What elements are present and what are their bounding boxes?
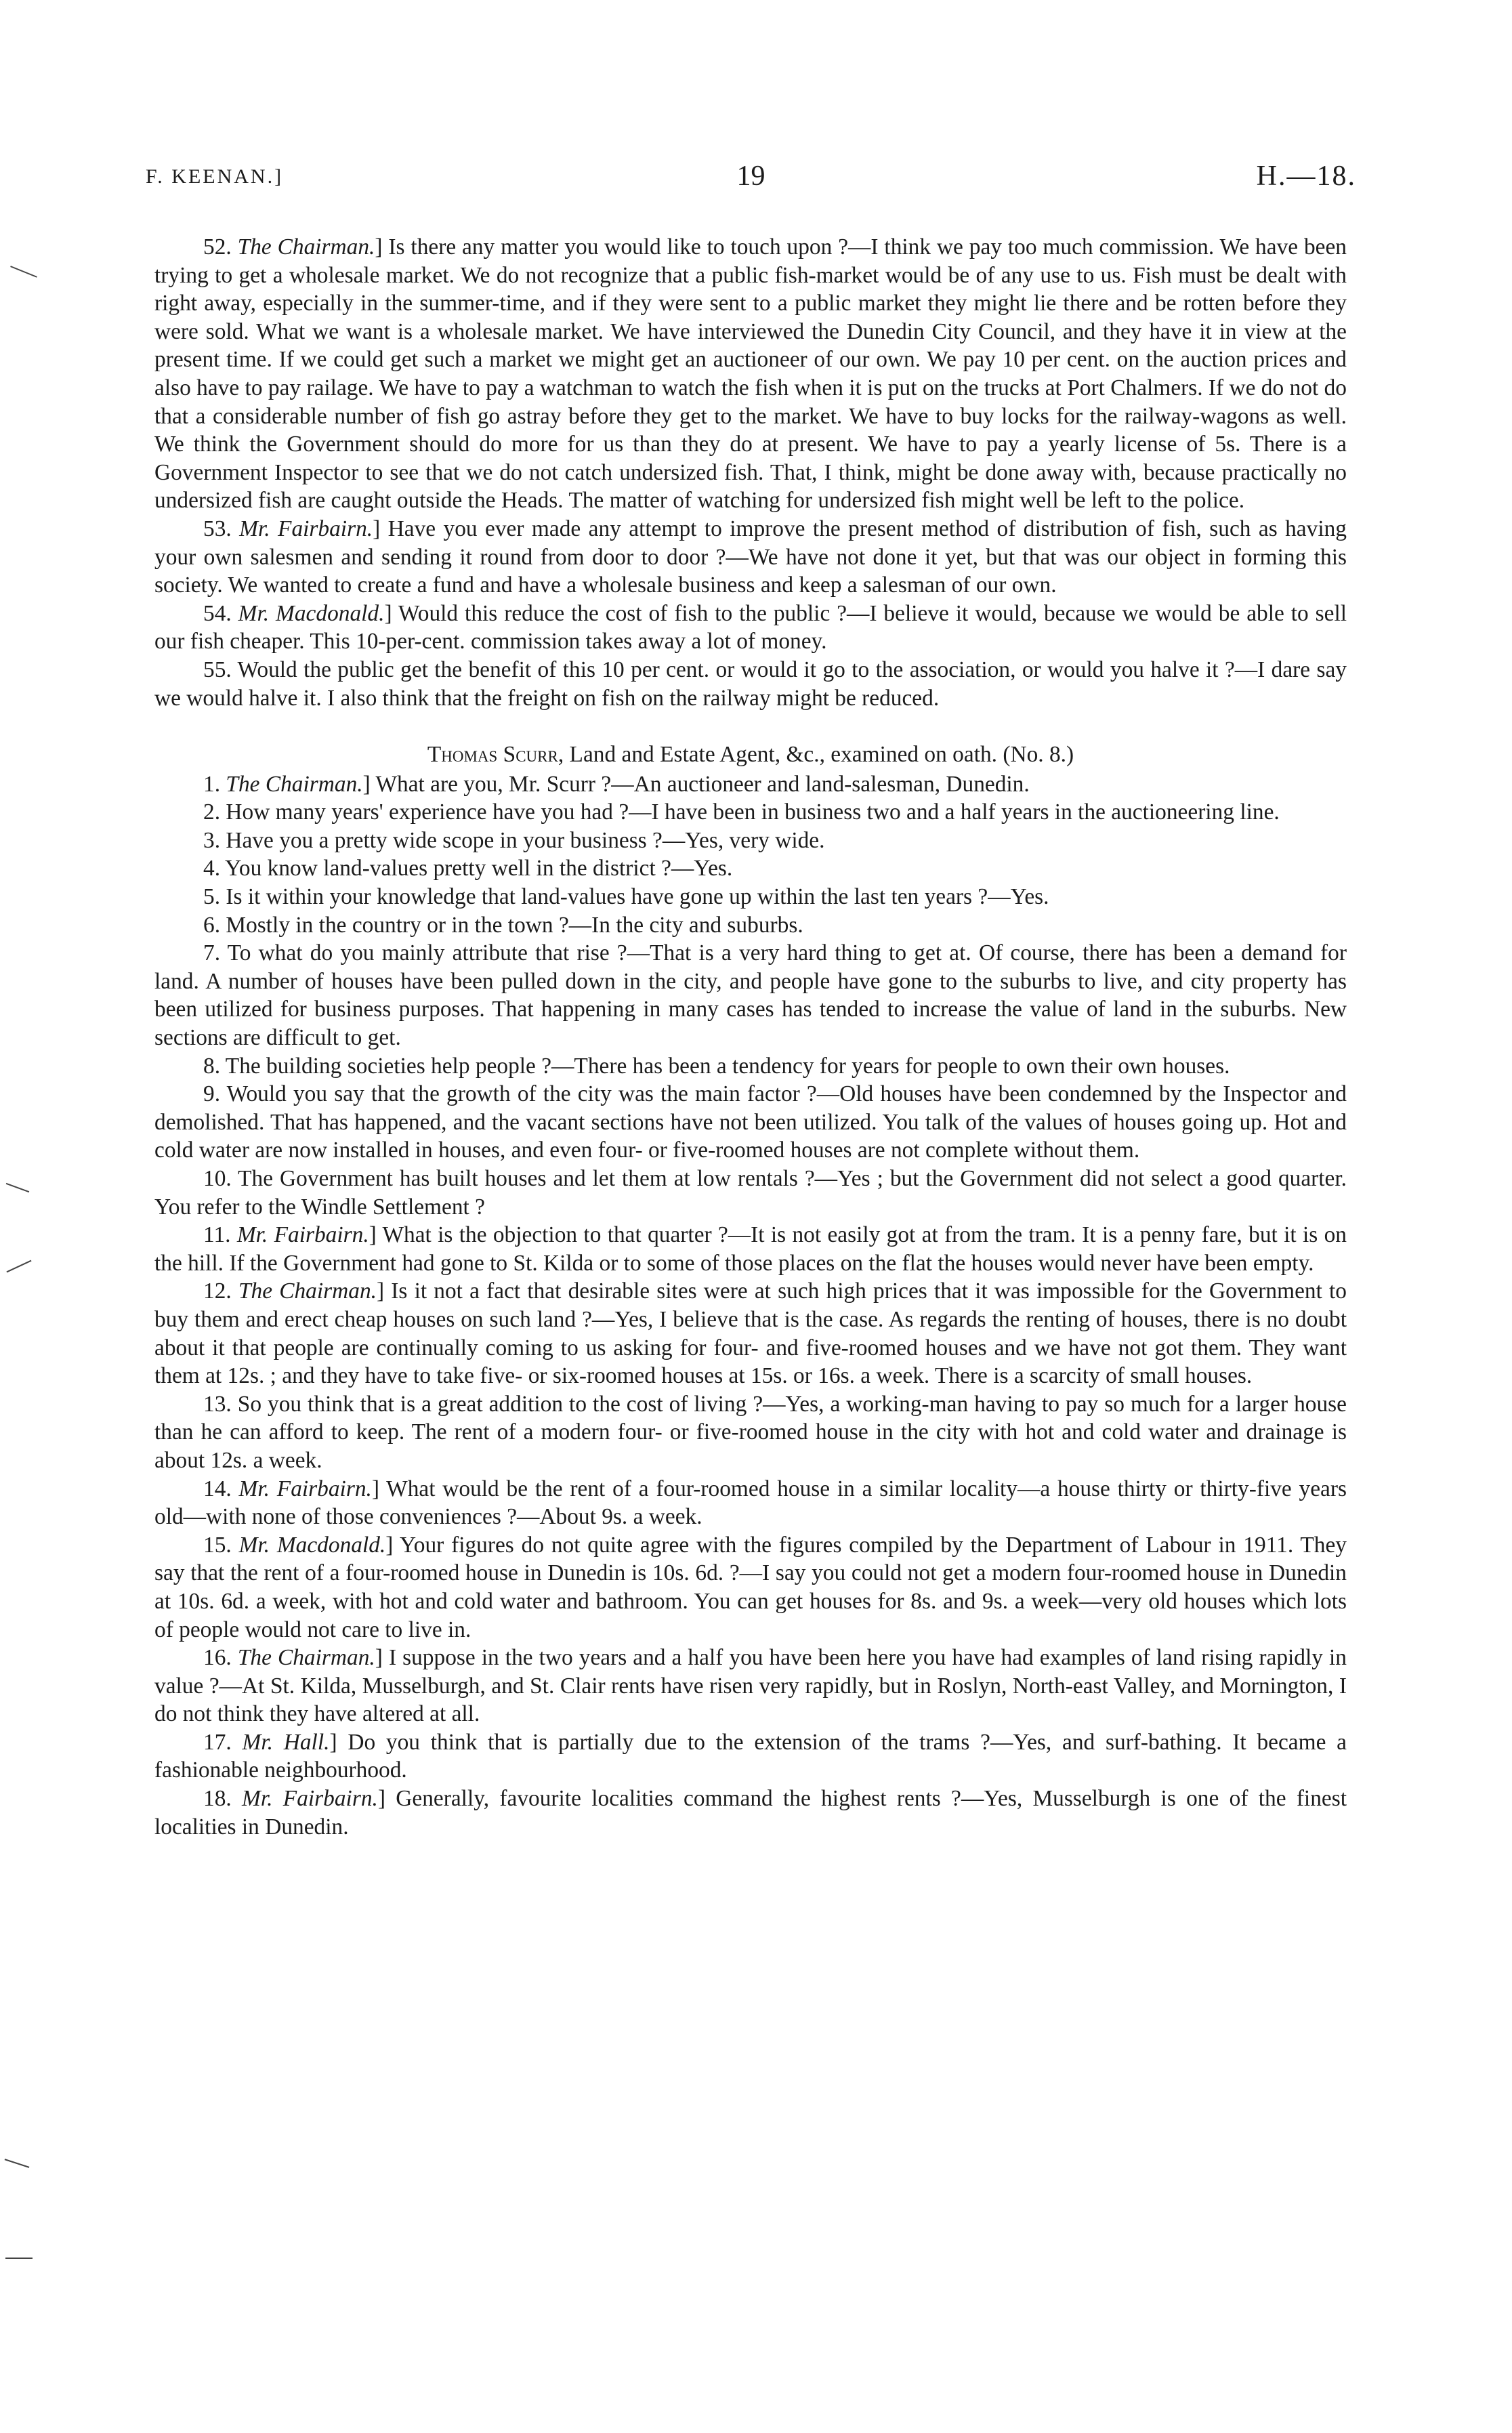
witness-heading (154, 741, 1347, 769)
question-number: 11. (203, 1222, 231, 1248)
question-text: Have you a pretty wide scope in your business ?—Yes, very wide. (226, 827, 825, 853)
speaker-name: The Chairman. (238, 1278, 377, 1304)
question-number: 3. (203, 827, 221, 853)
question-answer-paragraph (154, 798, 1347, 827)
question-answer-paragraph (154, 911, 1347, 940)
question-answer-paragraph: 53. Mr. Fairbairn.] Have you ever made any attempt to improve the present method of distribution of fish, such as having your own salesmen and sending it round from door to door ?—We have not done it yet, but that was our object in forming this society. We wanted to create a fund and have a wholesale business and keep a salesman of our own. (154, 516, 1347, 598)
margin-mark (6, 1183, 30, 1192)
speaker-name: Mr. Fairbairn. (242, 1786, 378, 1812)
speaker-name: The Chairman. (237, 234, 375, 259)
question-answer-paragraph (154, 1052, 1347, 1081)
question-text: Is it not a fact that desirable sites were at such high prices that it was impossible for the Government to buy them and erect cheap houses on such land ?—Yes, I believe that is the case. As regards the renting of houses, there is no doubt about it that people are continually coming to us asking for four- and five-roomed houses and we have not got them. They want them at 12s. ; and they have to take five- or six-roomed houses at 15s. or 16s. a week. There is a scarcity of small houses. (154, 1278, 1347, 1389)
question-number: 1. (203, 771, 221, 797)
question-text: Your figures do not quite agree with the figures compiled by the Department of Labour in 1911. They say that the rent of a four-roomed house in Dunedin is 10s. 6d. ?—I say you could not get a modern four-roomed house in Dunedin at 10s. 6d. a week, with hot and cold water and bathroom. You can get houses for 8s. and 9s. a week—very old houses which lots of people would not care to live in. (154, 1532, 1347, 1642)
page-header (146, 160, 1356, 201)
witness-description: , Land and Estate Agent, &c., examined on oath. (No. 8.) (558, 742, 1074, 768)
speaker-name: Mr. Hall. (242, 1729, 330, 1755)
question-text: Have you ever made any attempt to improve the present method of distribution of fish, such as having your own salesmen and sending it round from door to door ?—We have not done it yet, but that was our object in forming this society. We wanted to create a fund and have a wholesale business and keep a salesman of our own. (154, 516, 1347, 598)
speaker-name: The Chairman. (237, 1645, 375, 1671)
page-number: 19 (736, 161, 765, 192)
question-text: Is there any matter you would like to touch upon ?—I think we pay too much commission. We have been trying to get a wholesale market. We do not recognize that a public fish-market would be of any use to us. Fish must be dealt with right away, especially in the summer-time, and if they were sent to a public market they might lie there and be rotten before they were sold. What we want is a wholesale market. We have interviewed the Dunedin City Council, and they have it in view at the present time. If we could get such a market we might get an auctioneer of our own. We pay 10 per cent. on the auction prices and also have to pay railage. We have to pay a watchman to watch the fish when it is put on the trucks at Port Chalmers. If we do not do that a considerable number of fish go astray before they get to the market. We have to buy locks for the railway-wagons as well. We think the Government should do more for us than they do at present. We have to pay a yearly license of 5s. There is a Government Inspector to see that we do not catch undersized fish. That, I think, might be done away with, because practically no undersized fish are caught outside the Heads. The matter of watching for undersized fish might well be left to the police. (154, 234, 1347, 514)
witness-evidence (154, 770, 1347, 1842)
question-answer-paragraph: 14. Mr. Fairbairn.] What would be the rent of a four-roomed house in a similar locality—a house thirty or thirty-five years old—with none of those conveniences ?—About 9s. a week. (154, 1476, 1347, 1530)
question-number: 18. (203, 1786, 232, 1812)
question-answer-paragraph: 16. The Chairman.] I suppose in the two years and a half you have been here you have had examples of land rising rapidly in value ?—At St. Kilda, Musselburgh, and St. Clair rents have risen very rapidly, but in Roslyn, North-east Valley, and Mornington, I do not think they have altered at all. (154, 1645, 1347, 1727)
question-number: 7. (203, 940, 221, 966)
margin-mark (5, 2258, 33, 2259)
question-number: 52. (203, 234, 232, 259)
question-text: Would this reduce the cost of fish to the public ?—I believe it would, because we would be able to sell our fish cheaper. This 10-per-cent. commission takes away a lot of money. (154, 600, 1347, 654)
question-number: 13. (203, 1391, 232, 1417)
question-text: What is the objection to that quarter ?—It is not easily got at from the tram. It is a penny fare, but it is on the hill. If the Government had gone to St. Kilda or to some of those places on the flat the houses would never have been empty. (154, 1222, 1347, 1276)
question-answer-paragraph (154, 827, 1347, 855)
question-text: You know land-values pretty well in the district ?—Yes. (225, 856, 733, 881)
speaker-name: Mr. Fairbairn. (238, 1476, 372, 1501)
speaker-name: Mr. Fairbairn. (236, 1222, 369, 1248)
question-number: 15. (203, 1532, 232, 1558)
speaker-name: Mr. Macdonald. (238, 600, 385, 626)
question-number: 9. (203, 1081, 221, 1107)
question-text: Is it within your knowledge that land-values have gone up within the last ten years ?—Yes. (226, 884, 1049, 910)
question-answer-paragraph: 52. The Chairman.] Is there any matter you would like to touch upon ?—I think we pay too much commission. We have been trying to get a wholesale market. We do not recognize that a public fish-market would be of any use to us. Fish must be dealt with right away, especially in the summer-time, and if they were sent to a public market they might lie there and be rotten before they were sold. What we want is a wholesale market. We have interviewed the Dunedin City Council, and they have it in view at the present time. If we could get such a market we might get an auctioneer of our own. We pay 10 per cent. on the auction prices and also have to pay railage. We have to pay a watchman to watch the fish when it is put on the trucks at Port Chalmers. If we do not do that a considerable number of fish go astray before they get to the market. We have to buy locks for the railway-wagons as well. We think the Government should do more for us than they do at present. We have to pay a yearly license of 5s. There is a Government Inspector to see that we do not catch undersized fish. That, I think, might be done away with, because practically no undersized fish are caught outside the Heads. The matter of watching for undersized fish might well be left to the police. (154, 234, 1347, 514)
margin-mark (6, 1260, 31, 1273)
speaker-name: Mr. Fairbairn. (239, 516, 373, 541)
question-number: 17. (203, 1729, 232, 1755)
question-number: 10. (203, 1166, 232, 1191)
question-text: Do you think that is partially due to the extension of the trams ?—Yes, and surf-bathing. It became a fashionable neighbourhood. (154, 1729, 1347, 1783)
witness-name: Thomas Scurr (427, 742, 558, 768)
question-number: 53. (203, 516, 232, 541)
margin-mark (5, 2159, 30, 2168)
question-answer-paragraph: 1. The Chairman.] What are you, Mr. Scurr ?—An auctioneer and land-salesman, Dunedin. (203, 771, 1030, 797)
question-text: Would you say that the growth of the city was the main factor ?—Old houses have been condemned by the Inspector and demolished. That has happened, and the vacant sections have not been utilized. You talk of the values of houses going up. Hot and cold water are now installed in houses, and even four- or five-roomed houses are not complete without them. (154, 1081, 1347, 1163)
document-body (154, 233, 1347, 1841)
section-spacer (154, 712, 1347, 741)
question-text: What would be the rent of a four-roomed house in a similar locality—a house thirty or thirty-five years old—with none of those conveniences ?—About 9s. a week. (154, 1476, 1347, 1530)
question-answer-paragraph: 12. The Chairman.] Is it not a fact that desirable sites were at such high prices that it was impossible for the Government to buy them and erect cheap houses on such land ?—Yes, I believe that is the case. As regards the renting of houses, there is no doubt about it that people are continually coming to us asking for four- and five-roomed houses and we have not got them. They want them at 12s. ; and they have to take five- or six-roomed houses at 15s. or 16s. a week. There is a scarcity of small houses. (154, 1278, 1347, 1389)
question-answer-paragraph: 54. Mr. Macdonald.] Would this reduce the cost of fish to the public ?—I believe it would, because we would be able to sell our fish cheaper. This 10-per-cent. commission takes away a lot of money. (154, 600, 1347, 654)
question-number: 14. (203, 1476, 232, 1501)
question-number: 6. (203, 912, 221, 938)
question-answer-paragraph (154, 1390, 1347, 1475)
question-number: 4. (203, 856, 221, 881)
header-witness-name: F. KEENAN.] (146, 165, 284, 188)
question-text: What are you, Mr. Scurr ?—An auctioneer and land-salesman, Dunedin. (375, 771, 1030, 797)
question-answer-paragraph (154, 883, 1347, 911)
question-text: To what do you mainly attribute that rise ?—That is a very hard thing to get at. Of course, there has been a demand for land. A number of houses have been pulled down in the city, and people have gone to the suburbs to live, and city property has been utilized for business purposes. That happening in many cases has tended to increase the value of land in the suburbs. New sections are difficult to get. (154, 940, 1347, 1051)
speaker-name: The Chairman. (226, 771, 363, 797)
question-text: Would the public get the benefit of this 10 per cent. or would it go to the association, or would you halve it ?—I dare say we would halve it. I also think that the freight on fish on the railway might be reduced. (154, 657, 1347, 711)
question-answer-paragraph: 15. Mr. Macdonald.] Your figures do not quite agree with the figures compiled by the Department of Labour in 1911. They say that the rent of a four-roomed house in Dunedin is 10s. 6d. ?—I say you could not get a modern four-roomed house in Dunedin at 10s. 6d. a week, with hot and cold water and bathroom. You can get houses for 8s. and 9s. a week—very old houses which lots of people would not care to live in. (154, 1532, 1347, 1642)
question-text: Mostly in the country or in the town ?—In the city and suburbs. (226, 912, 803, 938)
evidence-continuation (154, 233, 1347, 712)
header-paper-reference: H.—18. (1256, 161, 1356, 192)
question-number: 5. (203, 884, 221, 910)
question-text: I suppose in the two years and a half you have been here you have had examples of land rising rapidly in value ?—At St. Kilda, Musselburgh, and St. Clair rents have risen very rapidly, but in Roslyn, North-east Valley, and Mornington, I do not think they have altered at all. (154, 1645, 1347, 1727)
question-text: So you think that is a great addition to the cost of living ?—Yes, a working-man having to pay so much for a larger house than he can afford to keep. The rent of a modern four- or five-roomed house in the city with hot and cold water and drainage is about 12s. a week. (154, 1391, 1347, 1473)
question-answer-paragraph (154, 939, 1347, 1052)
question-answer-paragraph (154, 1080, 1347, 1165)
question-number: 8. (203, 1053, 221, 1079)
question-number: 2. (203, 799, 221, 825)
question-answer-paragraph: 17. Mr. Hall.] Do you think that is partially due to the extension of the trams ?—Yes, and surf-bathing. It became a fashionable neighbourhood. (154, 1729, 1347, 1783)
question-text: Generally, favourite localities command the highest rents ?—Yes, Musselburgh is one of the finest localities in Dunedin. (154, 1786, 1347, 1839)
question-answer-paragraph (154, 854, 1347, 883)
question-number: 12. (203, 1278, 232, 1304)
question-answer-paragraph (154, 656, 1347, 712)
question-text: How many years' experience have you had ?—I have been in business two and a half years in the auctioneering line. (226, 799, 1280, 825)
question-number: 55. (203, 657, 232, 682)
question-text: The Government has built houses and let them at low rentals ?—Yes ; but the Government did not select a good quarter. You refer to the Windle Settlement ? (154, 1166, 1347, 1220)
question-number: 54. (203, 600, 232, 626)
question-answer-paragraph: 18. Mr. Fairbairn.] Generally, favourite localities command the highest rents ?—Yes, Musselburgh is one of the finest localities in Dunedin. (154, 1786, 1347, 1839)
margin-mark (10, 266, 37, 278)
question-answer-paragraph: 11. Mr. Fairbairn.] What is the objection to that quarter ?—It is not easily got at from the tram. It is a penny fare, but it is on the hill. If the Government had gone to St. Kilda or to some of those places on the flat the houses would never have been empty. (154, 1222, 1347, 1276)
question-answer-paragraph (154, 1165, 1347, 1221)
question-number: 16. (203, 1645, 232, 1671)
speaker-name: Mr. Macdonald. (238, 1532, 386, 1558)
question-text: The building societies help people ?—There has been a tendency for years for people to own their own houses. (225, 1053, 1230, 1079)
